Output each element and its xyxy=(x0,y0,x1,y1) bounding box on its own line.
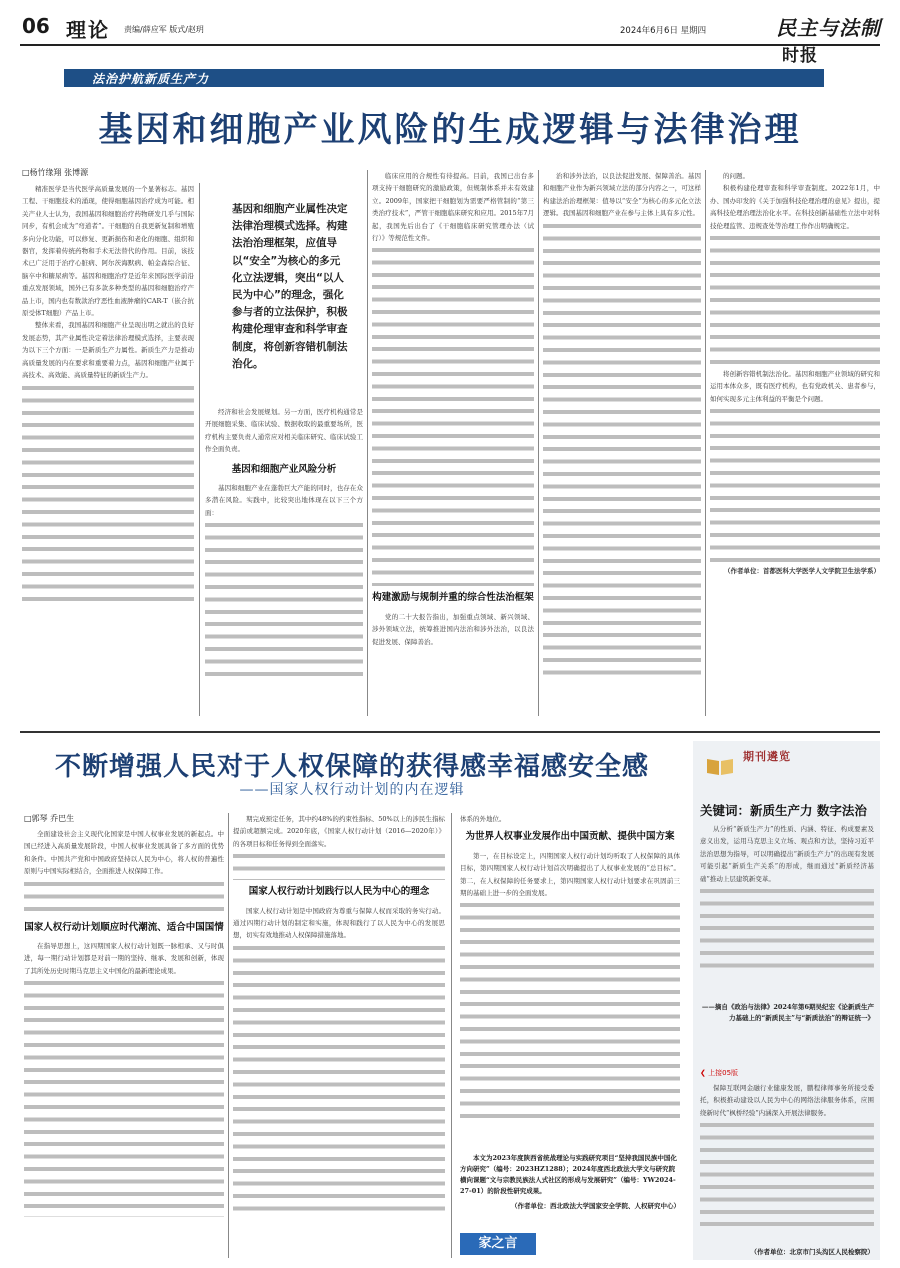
sidebar-title: 关键词：新质生产力 数字法治 xyxy=(700,803,867,818)
article2-byline: □郭琴 乔巴生 xyxy=(24,814,75,823)
page-number: 06 xyxy=(22,14,50,38)
page-header xyxy=(0,0,900,46)
article1-col2-para-2: 基因和细胞产业在蓬勃巨大产能的同时，也存在众多潜在风险。实践中，比较突出地体现在以下三个方面： xyxy=(205,484,363,517)
column-divider xyxy=(451,813,452,1258)
article1-title: 基因和细胞产业风险的生成逻辑与法律治理 xyxy=(98,110,802,150)
article1-col1-continuation xyxy=(22,382,194,602)
article2-col1-continuation xyxy=(24,878,224,916)
chevron-left-icon: ❮ xyxy=(700,1069,706,1077)
article1-col5-para-2: 积极构建伦理审查和科学审查制度。2022年1月，中办、国办印发的《关于加强科技伦理治理的意见》提出，提高科技伦理治理法治化水平。在科技创新基础性立法中对科技伦理监管、违规查处等治理工作作出明确规定。 xyxy=(710,184,880,230)
article1-col3-continuation xyxy=(372,244,534,586)
sidebar-source: ——摘自《政治与法律》2024年第6期吴纪宏《论新质生产力基础上的“新质民主”与“新质法治”的辩证统一》 xyxy=(701,1003,874,1022)
article1-col4-para: 治和涉外法治，以良法促进发展、保障善治。基因和细胞产业作为新兴领域立法的部分内容之一，可这样构建法治治理框架：值导以“安全”为核心的多元化立法逻辑。我国基因和细胞产业在参与主体上具有多元性。 xyxy=(543,172,701,218)
article2-subhead-1: 国家人权行动计划顺应时代潮流、适合中国国情 xyxy=(24,921,224,933)
article2-column-3 xyxy=(460,813,680,1148)
article1-pullquote: 基因和细胞产业属性决定法律治理模式选择。构建法治治理框架，应值导以“安全”为核心的多元化立法逻辑，突出“以人民为中心”的理念，强化参与者的立法保护，积极构建伦理审查和科学审查制度，将创新容错机制法治化。 xyxy=(232,203,348,370)
article2-col3-para: 第一，在目标设定上，四期国家人权行动计划均听取了人权保障的具体目标，第四期国家人权行动计划首次明确提出了人权事业发展的“总目标”。第二，在人权保障的任务要求上，第四期国家人权行动计划要求在巩固前三期的基础上进一步的全面发展。 xyxy=(460,851,680,898)
article1-author-note: （作者单位：首都医科大学医学人文学院卫生法学系） xyxy=(724,567,880,576)
article-separator xyxy=(20,731,880,733)
continued-from-label xyxy=(700,1068,738,1078)
article1-col3-para: 临床应用的合规性有待提高。目前，我国已出台多项支持干细胞研究的激励政策，但规制体系并未有效建立。2009年，国家把干细胞划为需要严格管制的“第三类治疗技术”，严管干细胞临床研究和应用。2015年7月起，我国先后出台了《干细胞临床研究管理办法（试行）》等规范性文件。 xyxy=(372,172,534,243)
column-divider xyxy=(367,170,368,716)
sidebar-text: 从分析“新质生产力”的性质、内涵、特征、构成要素及意义出发，运用马克思主义立场、观点和方法，坚持习近平法治思想为指导，可以明确提出“新质生产力”的出现有发展可能引起“新质生产关系”的形成，继而通过“新质经济基础”推动上层建筑新变革。 xyxy=(700,825,874,883)
article2-col1-continuation-2 xyxy=(24,977,224,1217)
masthead-logo xyxy=(776,12,900,66)
article2-subhead-2: 国家人权行动计划践行以人民为中心的理念 xyxy=(248,886,430,898)
article2-col3-continuation xyxy=(460,899,680,1119)
sidebar-author-note: （作者单位：北京市门头沟区人民检察院） xyxy=(750,1248,874,1256)
article1-col1-para-2: 整体来看，我国基因和细胞产业呈现出明之就出的良好发展态势，其产业属性决定着法律治理模式选择，主要表现为以下三个方面：一是新质生产力属性。新质生产力是推动高质量发展的内在要求和重要着力点，基因和细胞产业属于高技术、高效能、高质量特征的新质生产力。 xyxy=(22,321,194,380)
article2-col2-continuation xyxy=(233,850,445,880)
article2-funding-note xyxy=(460,1153,680,1212)
article1-column-1 xyxy=(22,183,194,716)
column-divider xyxy=(538,170,539,716)
article2-column-2 xyxy=(233,813,445,1258)
article2-author-note: （作者单位：西北政法大学国家安全学院、人权研究中心） xyxy=(511,1202,680,1210)
column-logo: 家之言 xyxy=(460,1233,536,1255)
article2-col2-continuation-2 xyxy=(233,942,445,1212)
sidebar-continued-lines xyxy=(700,1119,874,1229)
article1-column-3 xyxy=(372,170,534,716)
editors-credit: 责编/薛应军 版式/赵玥 xyxy=(124,25,204,34)
sidebar-continued-body xyxy=(700,1082,874,1242)
article2-col2-para-2: 国家人权行动计划是中国政府为尊重与保障人权而采取的务实行动。通过四期行动计划的制定和实施，体现和践行了以人民为中心的发展思想，切实有效地推动人权保障措施落地。 xyxy=(233,906,445,940)
article1-col2-continuation xyxy=(205,519,363,679)
masthead-name: 民主与法制 xyxy=(776,16,881,40)
book-icon xyxy=(705,755,735,777)
sidebar-body xyxy=(700,823,874,999)
article1-subhead-risk: 基因和细胞产业风险分析 xyxy=(231,463,337,475)
section-title: 理论 xyxy=(66,18,110,42)
masthead-suffix: 时报 xyxy=(782,46,818,66)
article1-col4-continuation xyxy=(543,220,701,680)
column-divider xyxy=(705,170,706,716)
column-tag: 法治护航新质生产力 xyxy=(92,72,210,86)
article1-col5-para-3: 将创新容错机制法治化。基因和细胞产业领域的研究和运用本体众多，既有医疗机构，也有党政机关、患者参与，如何实现多元主体利益的平衡是个问题。 xyxy=(710,370,880,403)
column-divider xyxy=(228,813,229,1258)
article2-subtitle: ——国家人权行动计划的内在逻辑 xyxy=(239,782,465,798)
article1-col5-continuation xyxy=(710,232,880,368)
article1-column-5 xyxy=(710,170,880,716)
article2-column-1 xyxy=(24,828,224,1258)
issue-date: 2024年6月6日 星期四 xyxy=(620,26,707,36)
article1-col5-para: 的问题。 xyxy=(723,172,749,180)
funding-text: 本文为2023年度陕西省统战理论与实践研究项目“坚持我国民族中国化方向研究”（编号：2023HZ1288）；2024年度西北政法大学文与研究院横向课题“文与宗教民族法人式社区的形成与发展研究”（编号：YW2024-27-01）的阶段性研究成果。 xyxy=(460,1154,677,1195)
article1-col5-continuation-2 xyxy=(710,405,880,565)
sidebar-continued-text: 保障互联网金融行业健康发展，鹏程律师事务所接受委托，积极推动建设以人民为中心的网络法律服务体系，应围绕新时代“枫桥经验”内涵深入开展法律服务。 xyxy=(700,1084,874,1117)
article1-col1-para: 精准医学是当代医学高质量发展的一个显著标志。基因工程、干细胞技术的涌现，使得细胞基因治疗成为可能。相关产业人士认为，我国基因和细胞治疗药物研发几乎与国际同步，有机会成为“弯道者”。干细胞的自我更新复制和增殖多向分化功能，可以修复、更新损伤和老化的细胞、组织和器官，发挥着传统药物和手术无法替代的作用。目前，该技术已广泛用于治疗心脏病、阿尔茨海默病、帕金森综合征、脑卒中和糖尿病等。基因和细胞治疗是近年来国际医学前沿重点发展领域，国外已有多款多种类型的基因和细胞治疗产品上市，国内也有数款治疗恶性血液肿瘤的CAR-T（嵌合抗原受体T细胞）产品上市。 xyxy=(22,185,194,318)
sidebar-continuation xyxy=(700,885,874,975)
article1-col2-para: 经济和社会发展规划。另一方面，医疗机构通常是开展细胞采集、临床试验、数据收取的最重要场所，医疗机构主要负责人通常应对相关临床研究、临床试验工作全面负责。 xyxy=(205,408,363,454)
header-rule xyxy=(20,44,880,46)
article1-subhead-system: 构建激励与规制并重的综合性法治框架 xyxy=(372,592,534,604)
article1-byline: □杨竹缘翔 张博源 xyxy=(22,168,89,177)
article2-col1-para: 全面建设社会主义现代化国家是中国人权事业发展的新起点。中国已经进入高质量发展阶段，中国人权事业发展具备了多方面的优势和条件。中国共产党和中国政府坚持以人民为中心，将人权的普遍性原则与中国实际相结合，全面推进人权保障工作。 xyxy=(24,830,224,876)
article2-col1-para-2: 在指导思想上，这四期国家人权行动计划既一脉相承、又与时俱进，每一期行动计划都是对前一期的坚持、继承、发展和创新，体现了其所处历史时期马克思主义中国化的最新理论成果。 xyxy=(24,942,224,975)
article1-col3-para-2: 党的二十大报告指出，加强重点领域、新兴领域、涉外领域立法，统筹推进国内法治和涉外法治，以良法促进发展、保障善治。 xyxy=(372,612,534,646)
article1-column-4 xyxy=(543,170,701,716)
continued-from-text: 上接05版 xyxy=(708,1069,739,1077)
article1-column-2 xyxy=(205,406,363,716)
sidebar-tag: 期刊遴览 xyxy=(743,750,791,763)
column-divider xyxy=(199,183,200,716)
article2-subhead-3: 为世界人权事业发展作出中国贡献、提供中国方案 xyxy=(465,831,675,843)
article2-title: 不断增强人民对于人权保障的获得感幸福感安全感 xyxy=(54,752,649,782)
article2-col3-intro: 体系的外地位。 xyxy=(460,815,506,823)
article2-col2-para: 期完成预定任务，其中约48%的约束性指标、50%以上的涉民生指标提前或超额完成。2020年底，《国家人权行动计划（2016—2020年）》的各项目标和任务得到全面落实。 xyxy=(233,815,445,848)
